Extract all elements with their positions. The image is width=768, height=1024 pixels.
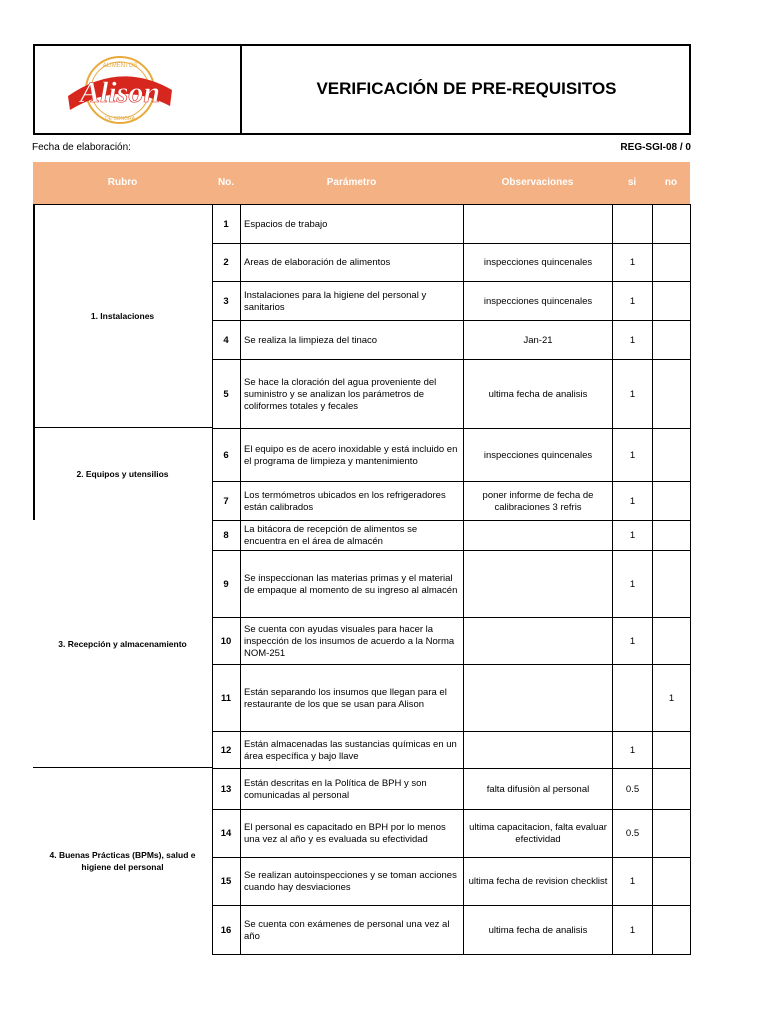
row-observaciones: ultima fecha de analisis (488, 924, 588, 936)
row-number: 14 (220, 828, 232, 839)
header-no-col: no (652, 162, 690, 204)
row-parametro: Areas de elaboración de alimentos (244, 257, 391, 268)
row-parametro: Están descritas en la Política de BPH y son comunicadas al personal (244, 777, 427, 801)
row-observaciones (464, 551, 612, 618)
group-equipos: 2. Equipos y utensilios (76, 469, 169, 479)
logo-top-text: ALIMENTOS (102, 63, 138, 69)
row-number: 3 (223, 295, 229, 307)
row-si: 1 (629, 295, 636, 307)
row-observaciones: inspecciones quincenales (483, 449, 593, 461)
group-bpm: 4. Buenas Prácticas (BPMs), salud e higiene del personal (49, 850, 196, 872)
row-divider (212, 954, 691, 955)
logo-bottom-text: DE SONORA (104, 116, 136, 122)
row-parametro: Se hace la cloración del agua proveniente del suministro y se analizan los parámetros de coliformes totales y fecales (244, 376, 437, 412)
row-parametro: Están separando los insumos que llegan para el restaurante de los que se usan para Alison (244, 686, 447, 710)
row-si: 1 (629, 876, 636, 887)
row-observaciones: inspecciones quincenales (483, 257, 593, 268)
fecha-label: Fecha de elaboración: (32, 142, 131, 153)
row-observaciones (464, 665, 612, 732)
row-si (613, 205, 652, 244)
row-no (653, 321, 690, 360)
row-si: 1 (629, 495, 636, 507)
row-si: 1 (629, 924, 636, 936)
header-parametro: Parámetro (240, 162, 463, 204)
row-number: 2 (223, 257, 229, 268)
row-no: 1 (668, 692, 675, 704)
row-parametro: Espacios de trabajo (244, 218, 328, 230)
row-observaciones: falta difusiòn al personal (486, 783, 590, 795)
row-observaciones: poner informe de fecha de calibraciones 3 refris (482, 489, 594, 513)
row-no (653, 429, 690, 482)
header-rubro: Rubro (33, 162, 212, 204)
group-instalaciones: 1. Instalaciones (90, 311, 155, 321)
row-parametro: El equipo es de acero inoxidable y está incluido en el programa de limpieza y mantenimiento (244, 443, 458, 467)
row-no (653, 205, 690, 244)
logo-word: Alison (79, 76, 161, 109)
row-parametro: Se realiza la limpieza del tinaco (244, 334, 378, 346)
row-no (653, 769, 690, 810)
header-no: No. (212, 162, 240, 204)
row-parametro: Se cuenta con ayudas visuales para hacer la inspección de los insumos de acuerdo a la Norma NOM-251 (244, 623, 455, 659)
row-observaciones: inspecciones quincenales (483, 295, 593, 307)
row-si: 0.5 (625, 783, 640, 795)
row-si: 1 (629, 635, 636, 647)
row-si: 1 (629, 388, 636, 400)
row-parametro: Instalaciones para la higiene del personal y sanitarios (244, 289, 427, 313)
row-number: 5 (223, 388, 229, 400)
row-observaciones: ultima capacitacion, falta evaluar efectividad (469, 822, 607, 845)
row-observaciones (464, 205, 612, 244)
row-number: 1 (223, 218, 229, 230)
row-si: 1 (629, 334, 636, 346)
row-no (653, 618, 690, 665)
row-si: 1 (629, 744, 636, 756)
row-observaciones (464, 618, 612, 665)
row-number: 6 (223, 449, 229, 461)
row-no (653, 732, 690, 769)
row-number: 9 (223, 578, 229, 590)
row-number: 13 (220, 783, 232, 795)
header-si: si (612, 162, 652, 204)
row-si: 1 (629, 257, 636, 268)
row-observaciones (464, 732, 612, 769)
row-parametro: Los termómetros ubicados en los refrigeradores están calibrados (244, 489, 446, 513)
row-observaciones: ultima fecha de revision checklist (468, 876, 608, 887)
header-observaciones: Observaciones (463, 162, 612, 204)
row-number: 15 (220, 876, 232, 887)
row-si: 1 (629, 578, 636, 590)
row-number: 8 (223, 530, 229, 541)
row-no (653, 482, 690, 521)
row-si: 0.5 (625, 828, 640, 839)
row-no (653, 282, 690, 321)
row-parametro: Se realizan autoinspecciones y se toman acciones cuando hay desviaciones (244, 870, 457, 893)
page-title: VERIFICACIÓN DE PRE-REQUISITOS (316, 78, 617, 98)
row-observaciones: Jan-21 (523, 334, 553, 346)
row-si: 1 (629, 449, 636, 461)
row-observaciones: ultima fecha de analisis (488, 388, 588, 400)
document-code: REG-SGI-08 / 0 (620, 142, 691, 153)
row-no (653, 551, 690, 618)
row-parametro: Se inspeccionan las materias primas y el material de empaque al momento de su ingreso al almacén (244, 572, 458, 596)
row-no (653, 360, 690, 429)
row-no (653, 906, 690, 955)
row-parametro: El personal es capacitado en BPH por lo menos una vez al año y es evaluada su efectividad (244, 822, 446, 845)
row-number: 16 (220, 924, 232, 936)
row-number: 11 (220, 692, 232, 704)
row-no (653, 858, 690, 906)
row-number: 7 (223, 495, 229, 507)
row-number: 12 (220, 744, 232, 756)
row-parametro: Están almacenadas las sustancias químicas en un área específica y bajo llave (244, 738, 457, 762)
row-no (653, 521, 690, 551)
row-si: 1 (629, 530, 636, 541)
company-logo (60, 50, 180, 130)
row-number: 4 (223, 334, 229, 346)
row-no (653, 810, 690, 858)
row-parametro: La bitácora de recepción de alimentos se encuentra en el área de almacén (244, 524, 418, 547)
row-number: 10 (220, 635, 232, 647)
row-si (613, 665, 652, 732)
row-no (653, 244, 690, 282)
row-observaciones (464, 521, 612, 551)
group-recepcion: 3. Recepción y almacenamiento (58, 639, 187, 649)
row-parametro: Se cuenta con exámenes de personal una vez al año (244, 918, 450, 942)
